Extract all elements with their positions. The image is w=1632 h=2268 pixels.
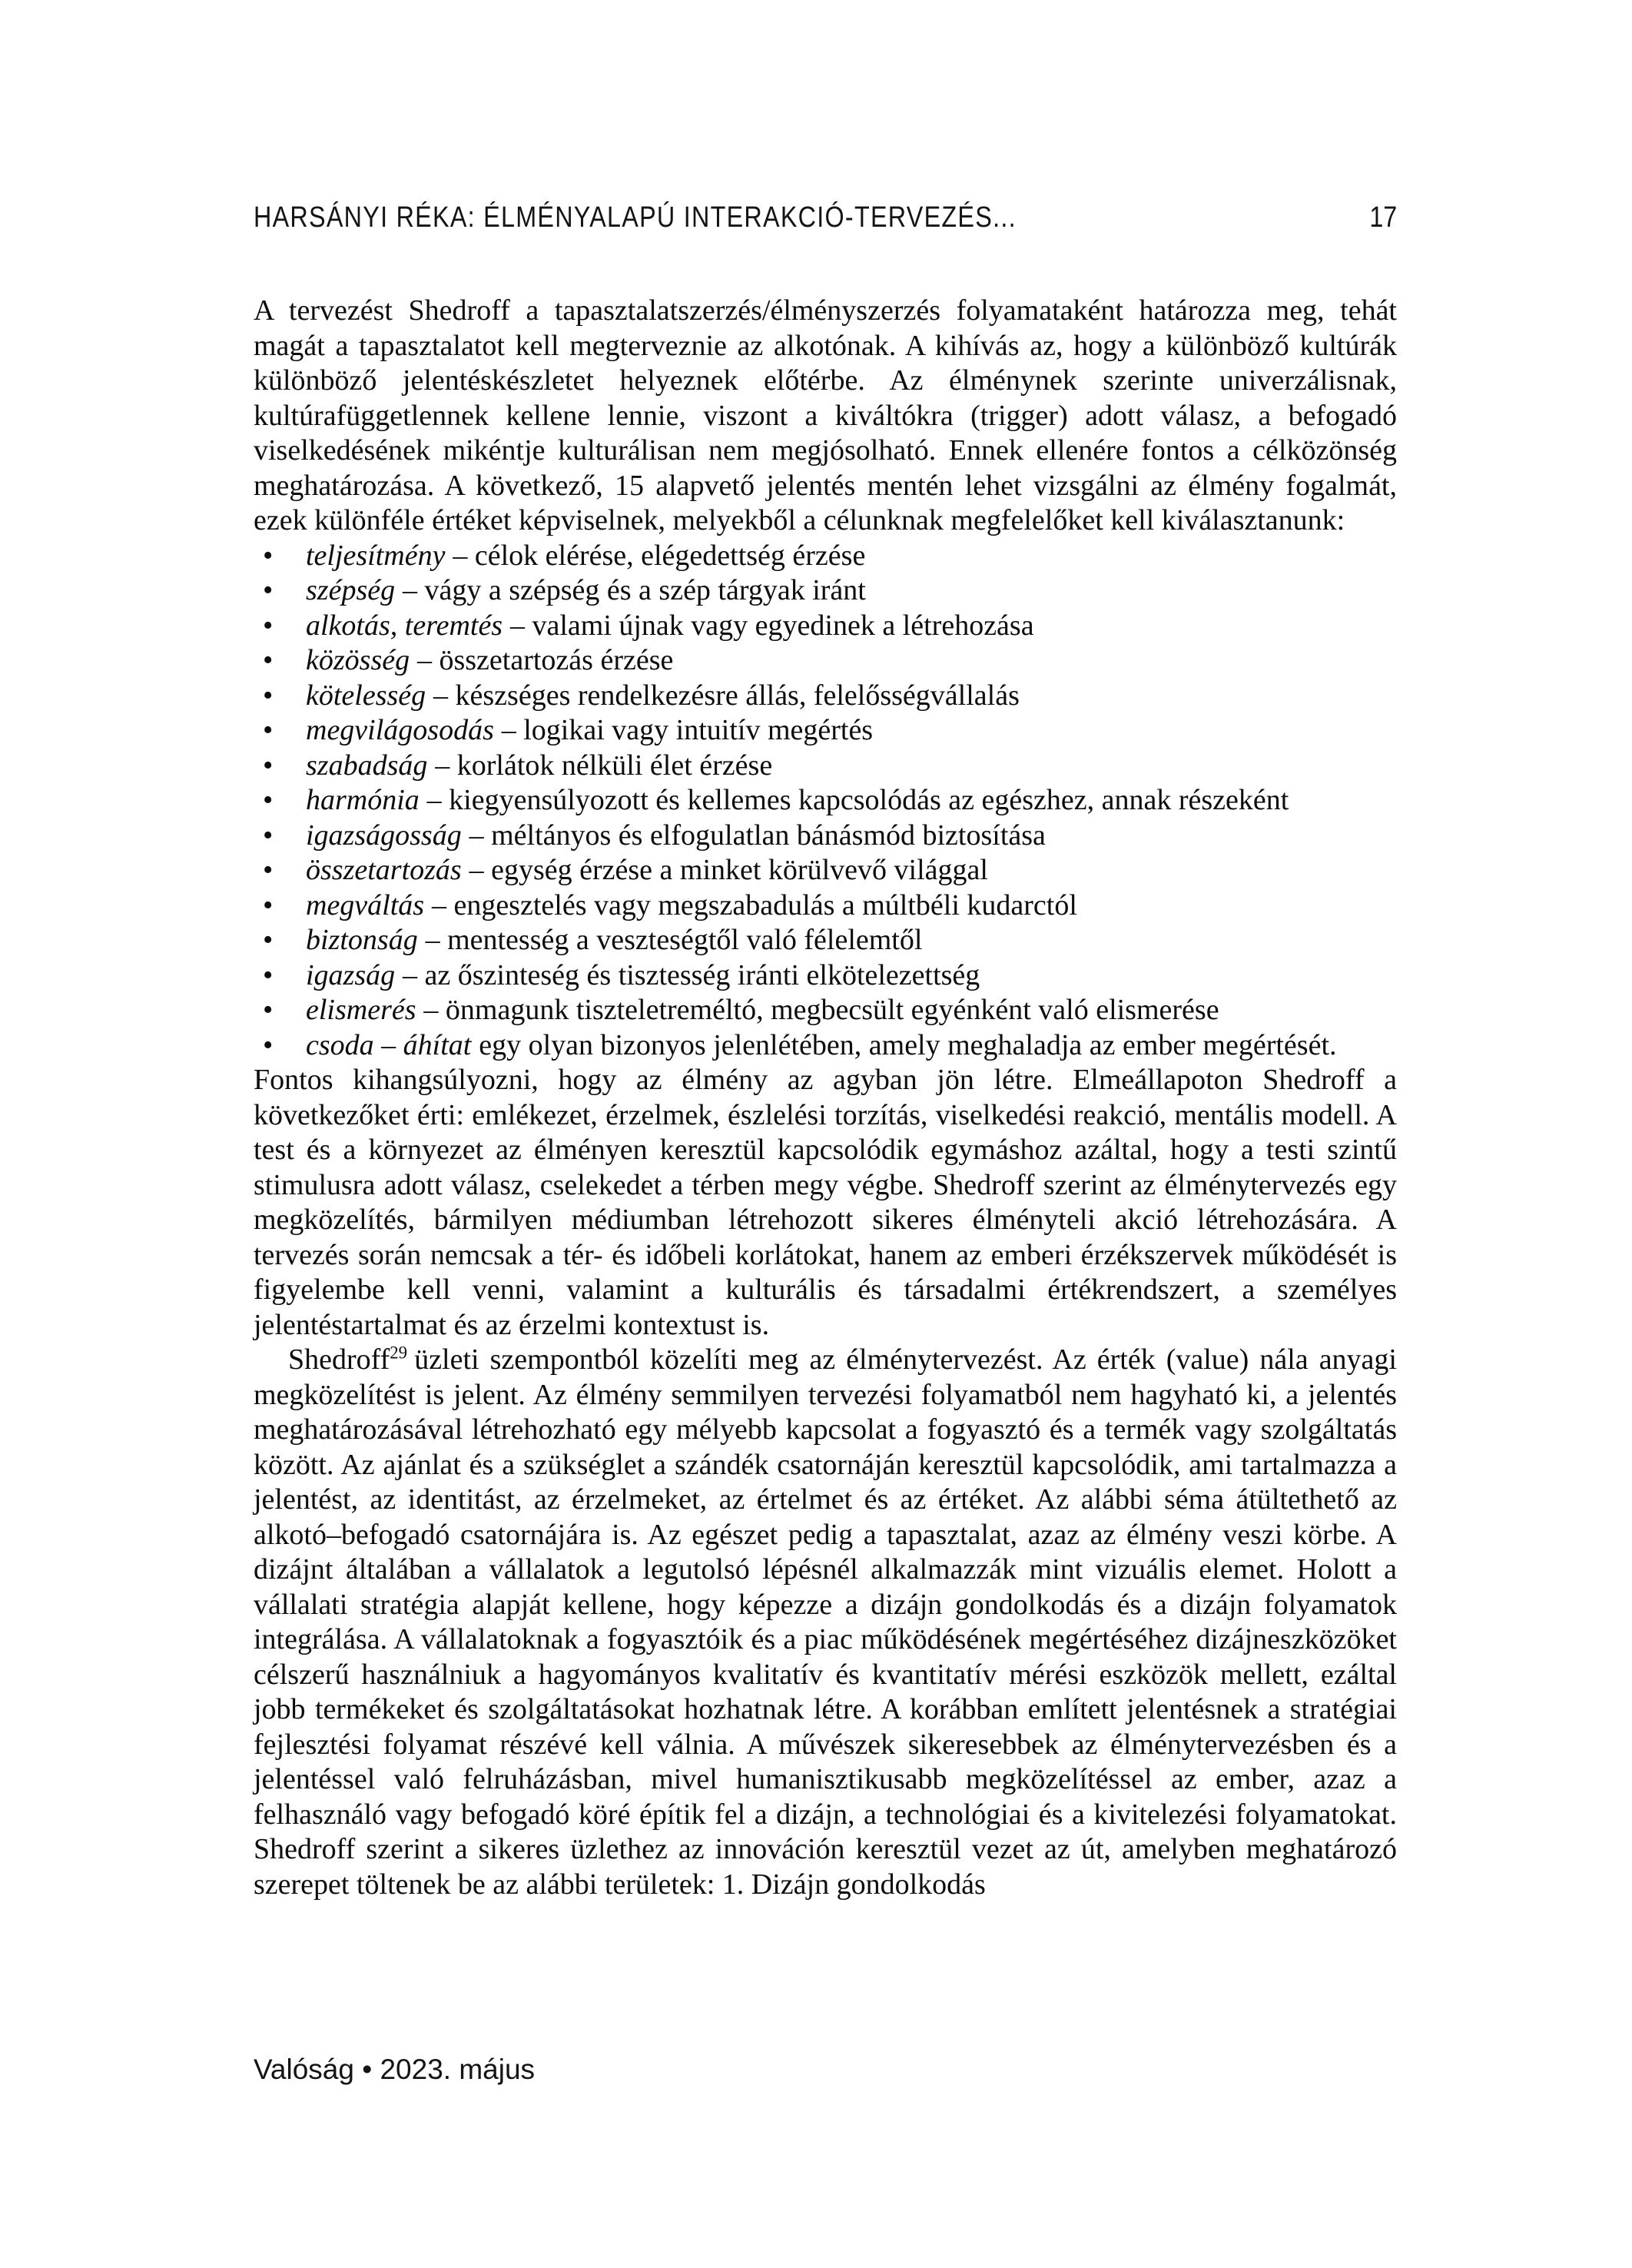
list-item [254,609,1397,644]
list-item [254,923,1397,958]
paragraph-lead-text: Shedroff [288,1343,390,1376]
bullet-marker: • [263,714,274,746]
meaning-term: megváltás [306,888,425,921]
list-item [254,1028,1397,1064]
bullet-marker: • [263,854,274,886]
meaning-term: alkotás, teremtés [306,609,503,642]
meaning-desc: – vágy a szépség és a szép tárgyak iránt [402,574,866,606]
meaning-term: teljesítmény [306,539,446,572]
bullet-marker: • [263,924,274,956]
bullet-marker: • [263,958,274,991]
meaning-desc: – készséges rendelkezésre állás, felelősségvállalás [433,679,1020,712]
bullet-marker: • [263,644,274,676]
meaning-desc: egy olyan bizonyos jelenlétében, amely meghaladja az ember megértését. [479,1028,1337,1061]
meaning-desc: – összetartozás érzése [416,644,674,676]
list-item [254,539,1397,574]
bullet-marker: • [263,574,274,606]
page-footer [254,2054,535,2086]
bullet-marker: • [263,994,274,1026]
bullet-marker: • [263,749,274,782]
bullet-marker: • [263,888,274,921]
bullet-marker: • [263,539,274,572]
meaning-term: elismerés [306,994,416,1026]
meaning-desc: – engesztelés vagy megszabadulás a múltbéli kudarctól [431,888,1077,921]
meaning-desc: – önmagunk tiszteletreméltó, megbecsült egyénként való elismerése [423,994,1219,1026]
bullet-marker: • [263,1028,274,1061]
meaning-desc: – célok elérése, elégedettség érzése [453,539,866,572]
bullet-marker: • [263,819,274,852]
paragraph-intro: A tervezést Shedroff a tapasztalatszerzés/élményszerzés folyamataként határozza meg, tehát magát a tapasztalatot kell megterveznie az alkotónak. A kihívás az, hogy a különböző kultúrák különböző jelentéskészletet helyeznek előtérbe. Az élménynek szerinte univerzálisnak, kultúrafüggetlennek kellene lennie, viszont a kiváltókra (trigger) adott válasz, a befogadó viselkedésének mikéntje kulturálisan nem megjósolható. Ennek ellenére fontos a célközönség meghatározása. A következő, 15 alapvető jelentés mentén lehet vizsgálni az élmény fogalmát, ezek különféle értéket képviselnek, melyekből a célunknak megfelelőket kell kiválasztanunk: [254,294,1397,536]
meaning-term: igazság [306,958,396,991]
list-item [254,679,1397,714]
page-number: 17 [1369,201,1397,234]
bullet-marker: • [263,609,274,642]
meaning-term: megvilágosodás [306,714,494,746]
bullet-marker: • [263,679,274,712]
meaning-desc: – korlátok nélküli élet érzése [435,749,773,782]
footnote-reference: 29 [390,1343,408,1363]
meaning-desc: – az őszinteség és tisztesség iránti elkötelezettség [403,958,980,991]
meaning-desc: – méltányos és elfogulatlan bánásmód biztosítása [469,819,1046,852]
list-item [254,573,1397,609]
meaning-term: szépség [306,574,396,606]
list-item [254,713,1397,749]
list-item [254,958,1397,994]
list-item [254,819,1397,854]
meaning-term: kötelesség [306,679,426,712]
paragraph-business [254,1343,1397,1902]
meaning-term: harmónia [306,784,420,816]
meaning-desc: – kiegyensúlyozott és kellemes kapcsolódás az egészhez, annak részeként [426,784,1289,816]
meaning-desc: – valami újnak vagy egyedinek a létrehozása [509,609,1034,642]
meaning-term: biztonság [306,924,418,956]
list-item [254,853,1397,888]
list-item [254,783,1397,819]
page-header [254,201,1397,234]
bullet-marker: • [263,784,274,816]
paragraph-body-text: üzleti szempontból közelíti meg az élménytervezést. Az érték (value) nála anyagi megközelítést is jelent. Az élmény semmilyen tervezési folyamatból nem hagyható ki, a jelentés meghatározásával létrehozható egy mélyebb kapcsolat a fogyasztó és a termék vagy szolgáltatás között. Az ajánlat és a szükséglet a szándék csatornáján keresztül kapcsolódik, ami tartalmazza a jelentést, az identitást, az érzelmeket, az értelmet és az értéket. Az alábbi séma átültethető az alkotó–befogadó csatornájára is. Az egészet pedig a tapasztalat, azaz az élmény veszi körbe. A dizájnt általában a vállalatok a legutolsó lépésnél alkalmazzák mint vizuális elemet. Holott a vállalati stratégia alapját kellene, hogy képezze a dizájn gondolkodás és a dizájn folyamatok integrálása. A vállalatoknak a fogyasztóik és a piac működésének megértéséhez dizájneszközöket célszerű használniuk a hagyományos kvalitatív és kvantitatív mérési eszközök mellett, ezáltal jobb termékeket és szolgáltatásokat hozhatnak létre. A korábban említett jelentésnek a stratégiai fejlesztési folyamat részévé kell válnia. A művészek sikeresebbek az élménytervezésben és a jelentéssel való felruházásban, mivel humanisztikusabb megközelítéssel az ember, azaz a felhasználó vagy befogadó köré építik fel a dizájn, a technológiai és a kivitelezési folyamatokat. Shedroff szerint a sikeres üzlethez az innováción keresztül vezet az út, amelyben meghatározó szerepet töltenek be az alábbi területek: 1. Dizájn gondolkodás [254,1343,1397,1901]
meaning-term: szabadság [306,749,428,782]
running-title: HARSÁNYI RÉKA: ÉLMÉNYALAPÚ INTERAKCIÓ-TERVEZÉS... [254,201,1017,234]
list-item [254,749,1397,784]
meaning-desc: – logikai vagy intuitív megértés [501,714,874,746]
paragraph-mind-state: Fontos kihangsúlyozni, hogy az élmény az agyban jön létre. Elmeállapoton Shedroff a következőket érti: emlékezet, érzelmek, észlelési torzítás, viselkedési reakció, mentális modell. A test és a környezet az élményen keresztül kapcsolódik egymáshoz azáltal, hogy a testi szintű stimulusra adott válasz, cselekedet a térben megy végbe. Shedroff szerint az élménytervezés egy megközelítés, bármilyen médiumban létrehozott sikeres élményteli akció létrehozására. A tervezés során nemcsak a tér- és időbeli korlátokat, hanem az emberi érzékszervek működését is figyelembe kell venni, valamint a kulturális és társadalmi értékrendszert, a személyes jelentéstartalmat és az érzelmi kontextust is. [254,1064,1397,1341]
meanings-list [254,539,1397,1064]
meaning-term: igazságosság [306,819,462,852]
meaning-desc: – mentesség a veszteségtől való félelemtől [425,924,923,956]
list-item [254,993,1397,1028]
meaning-desc: – egység érzése a minket körülvevő világgal [469,854,988,886]
list-item [254,643,1397,679]
journal-issue-label: Valóság • 2023. május [254,2054,536,2085]
meaning-term: összetartozás [306,854,462,886]
meaning-term: csoda – áhítat [306,1028,472,1061]
list-item [254,888,1397,924]
meaning-term: közösség [306,644,410,676]
article-body [254,294,1397,1902]
